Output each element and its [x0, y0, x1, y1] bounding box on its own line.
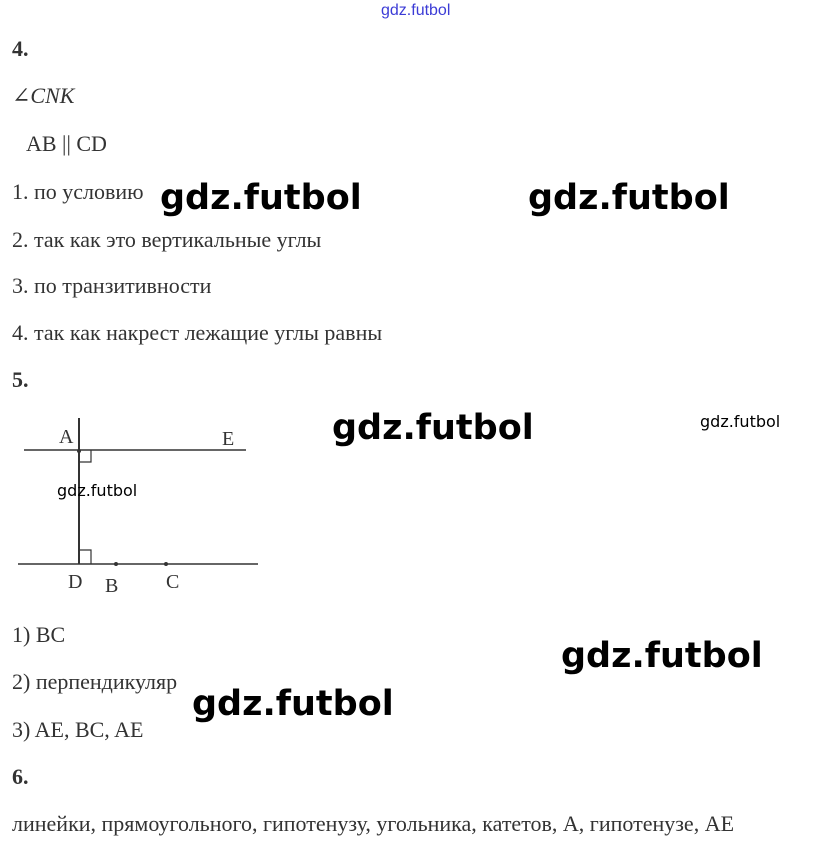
task-4-step-1: 1. по условию [12, 179, 144, 204]
watermark: gdz.futbol [160, 178, 362, 218]
task-4-parallel: AB || CD [26, 131, 107, 156]
watermark: gdz.futbol [700, 412, 781, 431]
label-c: C [166, 571, 180, 593]
task-4-step-4: 4. так как накрест лежащие углы равны [12, 320, 383, 345]
task-5-answer-2: 2) перпендикуляр [12, 669, 178, 694]
task-6-answer: линейки, прямоугольного, гипотенузу, угольника, катетов, A, гипотенузе, AE [12, 811, 735, 836]
task-4-step-3: 3. по транзитивности [12, 273, 212, 298]
point-c [164, 562, 168, 566]
label-a: A [59, 426, 74, 448]
right-angle-mark-d [79, 550, 91, 564]
watermark: gdz.futbol [332, 408, 534, 448]
label-d: D [68, 571, 83, 593]
label-b: B [105, 575, 119, 597]
task-5-answer-1: 1) BC [12, 622, 66, 647]
watermark: gdz.futbol [57, 481, 138, 500]
task-5-number: 5. [12, 367, 29, 392]
perpendicular-figure [0, 410, 280, 605]
label-e: E [222, 428, 235, 450]
task-6-number: 6. [12, 764, 29, 789]
point-b [114, 562, 118, 566]
task-4-number: 4. [12, 36, 29, 61]
point-a [77, 449, 81, 453]
task-5-answer-3: 3) AE, BC, AE [12, 717, 144, 742]
watermark: gdz.futbol [192, 684, 394, 724]
watermark: gdz.futbol [561, 636, 763, 676]
watermark: gdz.futbol [528, 178, 730, 218]
watermark-top: gdz.futbol [381, 2, 451, 19]
task-4-step-2: 2. так как это вертикальные углы [12, 227, 322, 252]
task-4-angle: ∠CNK [12, 83, 75, 108]
